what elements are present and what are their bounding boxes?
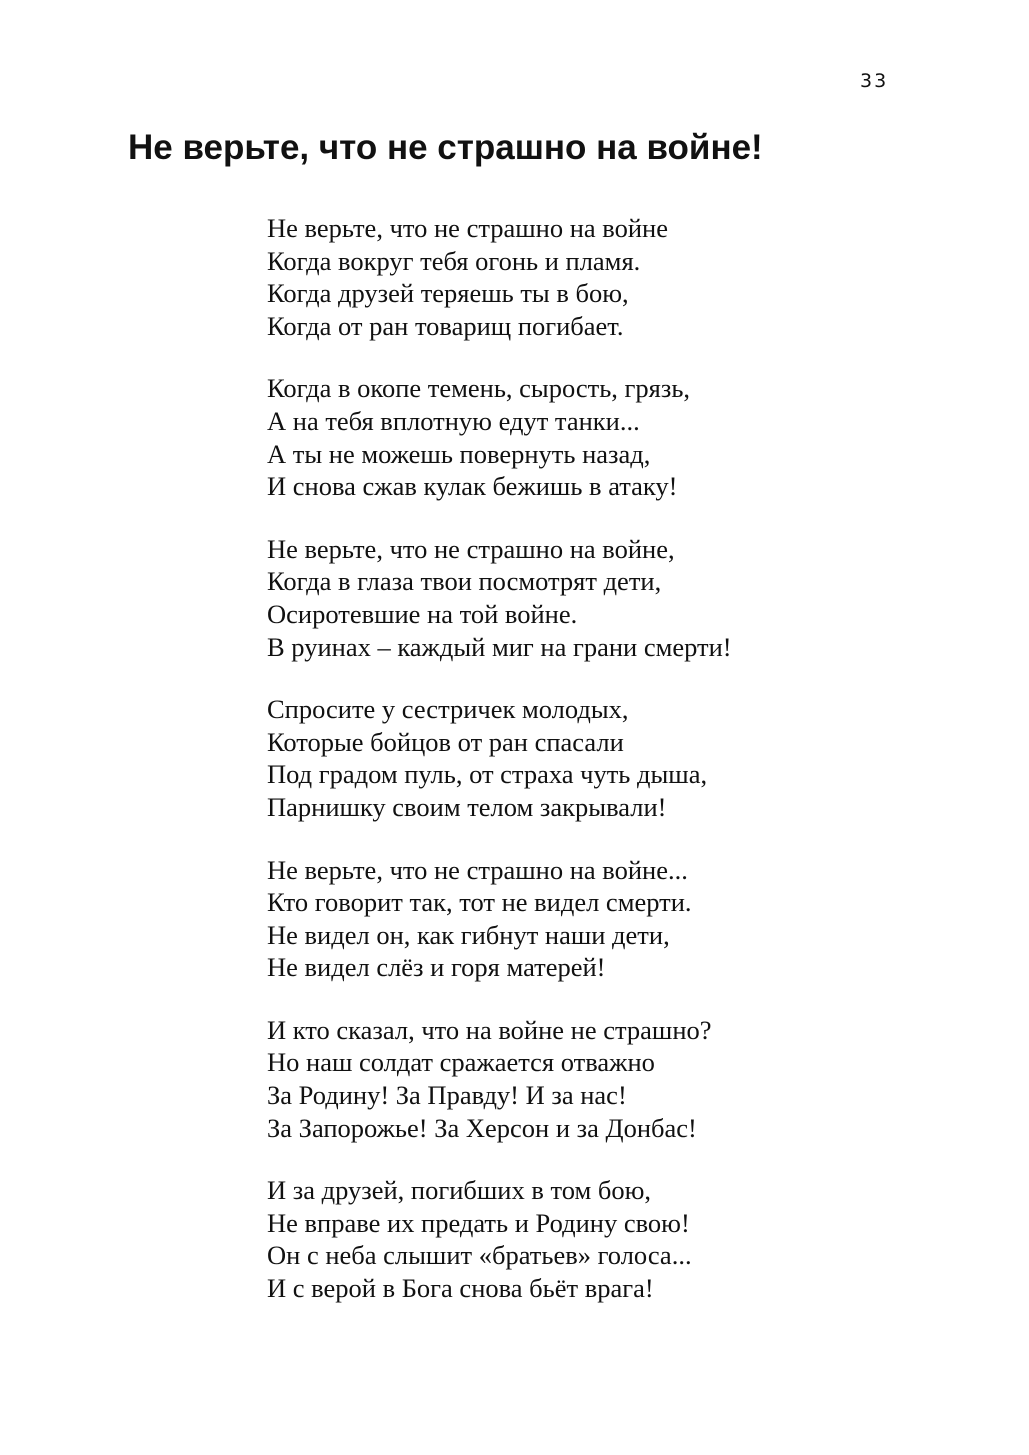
poem-line: Когда от ран товарищ погибает. bbox=[267, 310, 624, 341]
poem-line: Не видел слёз и горя матерей! bbox=[267, 952, 606, 983]
poem-line: Под градом пуль, от страха чуть дыша, bbox=[267, 759, 708, 790]
poem-line: Кто говорит так, тот не видел смерти. bbox=[267, 887, 692, 918]
poem-line: А ты не можешь повернуть назад, bbox=[267, 438, 651, 469]
poem-line: В руинах – каждый миг на грани смерти! bbox=[267, 631, 732, 662]
page-number: 33 bbox=[860, 70, 889, 92]
poem-line: Когда друзей теряешь ты в бою, bbox=[267, 278, 629, 309]
stanza bbox=[267, 1014, 732, 1144]
stanza bbox=[267, 1174, 732, 1304]
poem-line: Не верьте, что не страшно на войне... bbox=[267, 854, 688, 885]
stanza bbox=[267, 854, 732, 984]
poem-line: Когда в окопе темень, сырость, грязь, bbox=[267, 373, 691, 404]
poem-line: Когда в глаза твои посмотрят дети, bbox=[267, 566, 662, 597]
poem-line: Он с неба слышит «братьев» голоса... bbox=[267, 1240, 692, 1271]
poem-line: И за друзей, погибших в том бою, bbox=[267, 1175, 652, 1206]
poem-line: И с верой в Бога снова бьёт врага! bbox=[267, 1273, 654, 1304]
poem-line: Парнишку своим телом закрывали! bbox=[267, 791, 667, 822]
poem-title: Не верьте, что не страшно на войне! bbox=[128, 128, 763, 167]
poem-line: И снова сжав кулак бежишь в атаку! bbox=[267, 471, 678, 502]
poem-line: Не верьте, что не страшно на войне bbox=[267, 213, 668, 243]
poem-line: Которые бойцов от ран спасали bbox=[267, 726, 624, 757]
stanza bbox=[267, 372, 732, 502]
poem-line: Осиротевшие на той войне. bbox=[267, 598, 578, 629]
poem-line: За Запорожье! За Херсон и за Донбас! bbox=[267, 1112, 697, 1143]
poem-line: Когда вокруг тебя огонь и пламя. bbox=[267, 245, 641, 276]
poem-line: Но наш солдат сражается отважно bbox=[267, 1047, 655, 1078]
stanza bbox=[267, 533, 732, 663]
stanza bbox=[267, 212, 732, 342]
poem-line: За Родину! За Правду! И за нас! bbox=[267, 1080, 627, 1111]
poem-line: И кто сказал, что на войне не страшно? bbox=[267, 1014, 712, 1045]
poem-line: Не видел он, как гибнут наши дети, bbox=[267, 919, 670, 950]
poem-body bbox=[267, 212, 732, 1335]
poem-line: А на тебя вплотную едут танки... bbox=[267, 405, 640, 436]
poem-line: Не верьте, что не страшно на войне, bbox=[267, 533, 675, 564]
poem-line: Не вправе их предать и Родину свою! bbox=[267, 1207, 690, 1238]
stanza bbox=[267, 693, 732, 823]
poem-line: Спросите у сестричек молодых, bbox=[267, 694, 629, 725]
